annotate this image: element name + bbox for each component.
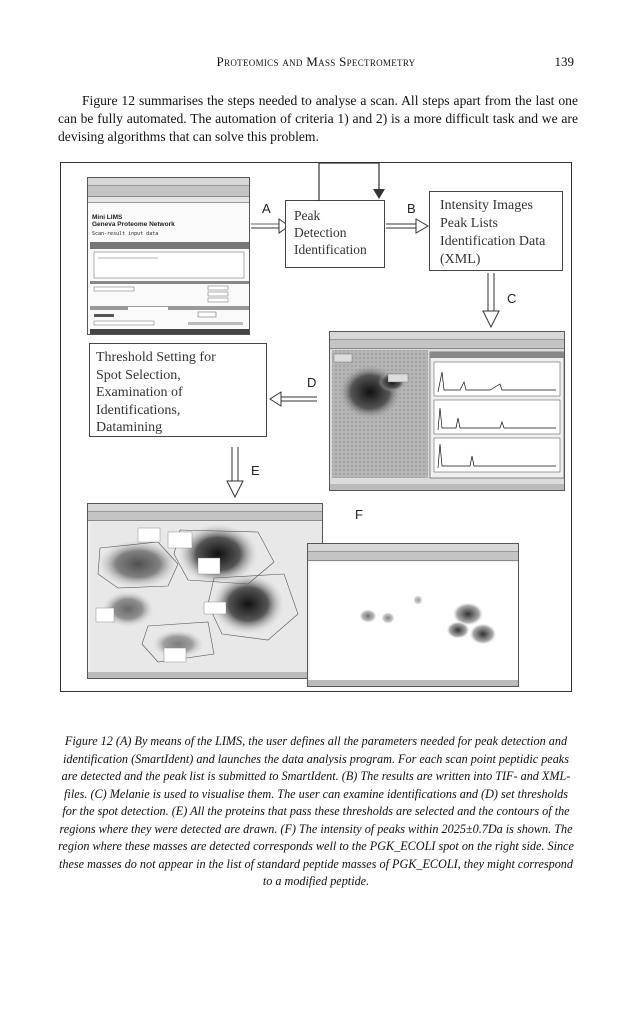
label-b: B — [407, 201, 416, 216]
threshold-line-4: Identifications, — [96, 402, 181, 418]
contour-map-graphic — [88, 504, 323, 679]
running-head — [0, 54, 632, 74]
melanie-contents-graphic — [330, 332, 565, 491]
output-line-1: Intensity Images — [440, 198, 533, 213]
label-f: F — [355, 507, 363, 522]
peak-line-3: Identification — [294, 242, 367, 257]
output-line-2: Peak Lists — [440, 216, 498, 231]
label-c: C — [507, 291, 517, 306]
label-a: A — [262, 201, 271, 216]
running-title: Proteomics and Mass Spectrometry — [216, 54, 416, 69]
peak-line-1: Peak — [294, 208, 321, 223]
page-number: 139 — [554, 54, 574, 69]
peak-detection-box — [285, 200, 385, 268]
arrow-e — [224, 447, 248, 499]
arrow-c — [480, 273, 504, 329]
threshold-line-5: Datamining — [96, 420, 163, 435]
arrow-b — [386, 218, 430, 238]
output-line-3: Identification Data — [440, 234, 546, 249]
arrow-d — [269, 391, 319, 411]
output-line-4: (XML) — [440, 252, 481, 267]
peak-line-2: Detection — [294, 225, 347, 240]
lims-window-screenshot — [87, 177, 250, 335]
lims-name: Mini LIMS — [92, 214, 123, 221]
figure-12 — [60, 162, 572, 692]
lims-form-graphic — [88, 178, 250, 335]
intensity-image-graphic — [308, 544, 519, 687]
body-paragraph: Figure 12 summarises the steps needed to analyse a scan. All steps apart from the last one can be fully automated. The automation of criteria 1) and 2) is a more difficult task and we are devising algorithms that can solve this problem. — [58, 93, 578, 144]
lims-subtitle: Geneva Proteome Network — [92, 221, 175, 228]
output-files-box — [429, 191, 563, 271]
label-e: E — [251, 463, 260, 478]
loop-arrow — [315, 163, 405, 203]
threshold-line-1: Threshold Setting for — [96, 350, 216, 365]
intensity-image-window-screenshot — [307, 543, 519, 687]
melanie-window-screenshot — [329, 331, 565, 491]
contour-map-window-screenshot — [87, 503, 323, 679]
threshold-line-3: Examination of — [96, 385, 183, 400]
figure-caption: Figure 12 (A) By means of the LIMS, the user defines all the parameters needed for peak detection and identification (SmartIdent) and launches the data analysis program. For each scan point peptidic peaks are detected and the peak list is submitted to SmartIdent. (B) The results are written into TIF- and XML-files. (C) Melanie is used to visualise them. The user can examine identifications and (D) set thresholds for the spot detection. (E) All the proteins that pass these thresholds are selected and the contours of the regions where they were detected are drawn. (F) The intensity of peaks within 2025±0.7Da is shown. The region where these masses are detected corresponds well to the PGK_ECOLI spot on the right side. Since these masses do not appear in the list of standard peptide masses of PGK_ECOLI, they might correspond to a modified peptide. — [58, 734, 574, 888]
threshold-setting-box — [89, 343, 267, 437]
threshold-line-2: Spot Selection, — [96, 367, 181, 383]
label-d: D — [307, 375, 317, 390]
lims-prompt: Scan-result input data — [92, 231, 159, 237]
